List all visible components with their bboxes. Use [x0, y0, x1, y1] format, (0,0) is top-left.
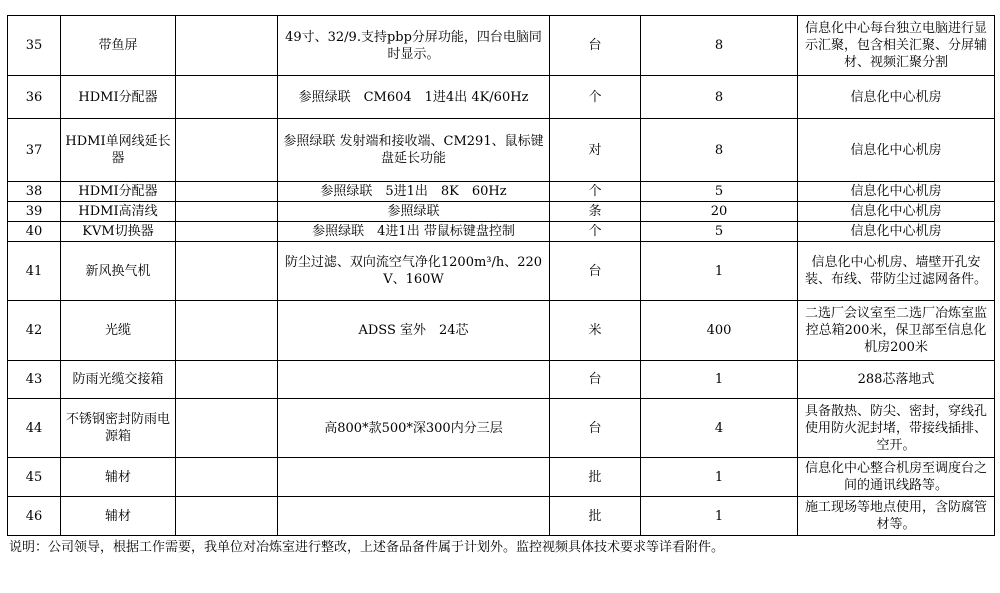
row-number: 43 [8, 361, 61, 399]
row-number: 45 [8, 458, 61, 497]
item-quantity: 8 [641, 16, 798, 76]
table-row [8, 202, 995, 222]
item-quantity: 5 [641, 182, 798, 202]
item-name: HDMI分配器 [61, 76, 176, 119]
item-spec: 参照绿联 CM604 1进4出 4K/60Hz [278, 76, 550, 119]
item-spec [278, 497, 550, 536]
table-row [8, 16, 995, 76]
item-location: 信息化中心机房 [798, 202, 995, 222]
equipment-table [7, 15, 995, 536]
item-brand [176, 361, 278, 399]
table-row [8, 458, 995, 497]
item-spec: ADSS 室外 24芯 [278, 301, 550, 361]
item-quantity: 8 [641, 76, 798, 119]
item-unit: 台 [550, 242, 641, 301]
table-row [8, 222, 995, 242]
item-spec: 高800*款500*深300内分三层 [278, 399, 550, 458]
item-brand [176, 458, 278, 497]
row-number: 44 [8, 399, 61, 458]
row-number: 37 [8, 119, 61, 182]
item-brand [176, 301, 278, 361]
row-number: 38 [8, 182, 61, 202]
item-brand [176, 497, 278, 536]
item-spec [278, 458, 550, 497]
item-quantity: 1 [641, 497, 798, 536]
item-name: 新风换气机 [61, 242, 176, 301]
item-unit: 台 [550, 399, 641, 458]
item-spec: 参照绿联 [278, 202, 550, 222]
footnote: 说明：公司领导，根据工作需要，我单位对冶炼室进行整改，上述备品备件属于计划外。监控视频具体技术要求等详看附件。 [9, 540, 725, 555]
table-row [8, 301, 995, 361]
table-row [8, 497, 995, 536]
item-spec: 参照绿联 4进1出 带鼠标键盘控制 [278, 222, 550, 242]
item-quantity: 400 [641, 301, 798, 361]
item-quantity: 4 [641, 399, 798, 458]
row-number: 39 [8, 202, 61, 222]
item-spec: 防尘过滤、双向流空气净化1200m³/h、220V、160W [278, 242, 550, 301]
row-number: 36 [8, 76, 61, 119]
row-number: 46 [8, 497, 61, 536]
item-name: 防雨光缆交接箱 [61, 361, 176, 399]
item-location: 信息化中心整合机房至调度台之间的通讯线路等。 [798, 458, 995, 497]
row-number: 35 [8, 16, 61, 76]
row-number: 40 [8, 222, 61, 242]
item-name: HDMI高清线 [61, 202, 176, 222]
item-spec: 参照绿联 5进1出 8K 60Hz [278, 182, 550, 202]
table-row [8, 182, 995, 202]
table-row [8, 399, 995, 458]
item-spec [278, 361, 550, 399]
row-number: 42 [8, 301, 61, 361]
table-row [8, 242, 995, 301]
item-name: 辅材 [61, 458, 176, 497]
row-number: 41 [8, 242, 61, 301]
item-brand [176, 16, 278, 76]
table-row [8, 361, 995, 399]
table-row [8, 76, 995, 119]
item-unit: 个 [550, 182, 641, 202]
item-location: 信息化中心机房 [798, 76, 995, 119]
item-quantity: 1 [641, 242, 798, 301]
item-quantity: 1 [641, 458, 798, 497]
item-brand [176, 222, 278, 242]
item-quantity: 20 [641, 202, 798, 222]
item-location: 信息化中心机房、墙壁开孔安装、布线、带防尘过滤网备件。 [798, 242, 995, 301]
item-brand [176, 202, 278, 222]
item-quantity: 5 [641, 222, 798, 242]
item-name: 带鱼屏 [61, 16, 176, 76]
item-name: 辅材 [61, 497, 176, 536]
item-brand [176, 182, 278, 202]
item-name: HDMI单网线延长器 [61, 119, 176, 182]
item-quantity: 1 [641, 361, 798, 399]
item-name: HDMI分配器 [61, 182, 176, 202]
item-unit: 批 [550, 458, 641, 497]
item-unit: 条 [550, 202, 641, 222]
item-location: 施工现场等地点使用，含防腐管材等。 [798, 497, 995, 536]
item-location: 二选厂会议室至二选厂冶炼室监控总箱200米，保卫部至信息化机房200米 [798, 301, 995, 361]
item-location: 信息化中心机房 [798, 182, 995, 202]
item-location: 信息化中心每台独立电脑进行显示汇聚，包含相关汇聚、分屏辅材、视频汇聚分割 [798, 16, 995, 76]
item-name: 不锈钢密封防雨电源箱 [61, 399, 176, 458]
item-unit: 米 [550, 301, 641, 361]
item-spec: 49寸、32/9.支持pbp分屏功能，四台电脑同时显示。 [278, 16, 550, 76]
item-location: 信息化中心机房 [798, 222, 995, 242]
item-location: 具备散热、防尖、密封，穿线孔使用防火泥封堵，带接线插排、空开。 [798, 399, 995, 458]
item-unit: 批 [550, 497, 641, 536]
item-unit: 对 [550, 119, 641, 182]
table-row [8, 119, 995, 182]
item-unit: 个 [550, 76, 641, 119]
item-spec: 参照绿联 发射端和接收端、CM291、鼠标键盘延长功能 [278, 119, 550, 182]
item-brand [176, 399, 278, 458]
item-unit: 台 [550, 16, 641, 76]
item-name: 光缆 [61, 301, 176, 361]
item-brand [176, 76, 278, 119]
item-unit: 个 [550, 222, 641, 242]
item-brand [176, 119, 278, 182]
item-location: 信息化中心机房 [798, 119, 995, 182]
item-quantity: 8 [641, 119, 798, 182]
item-name: KVM切换器 [61, 222, 176, 242]
item-unit: 台 [550, 361, 641, 399]
item-location: 288芯落地式 [798, 361, 995, 399]
item-brand [176, 242, 278, 301]
